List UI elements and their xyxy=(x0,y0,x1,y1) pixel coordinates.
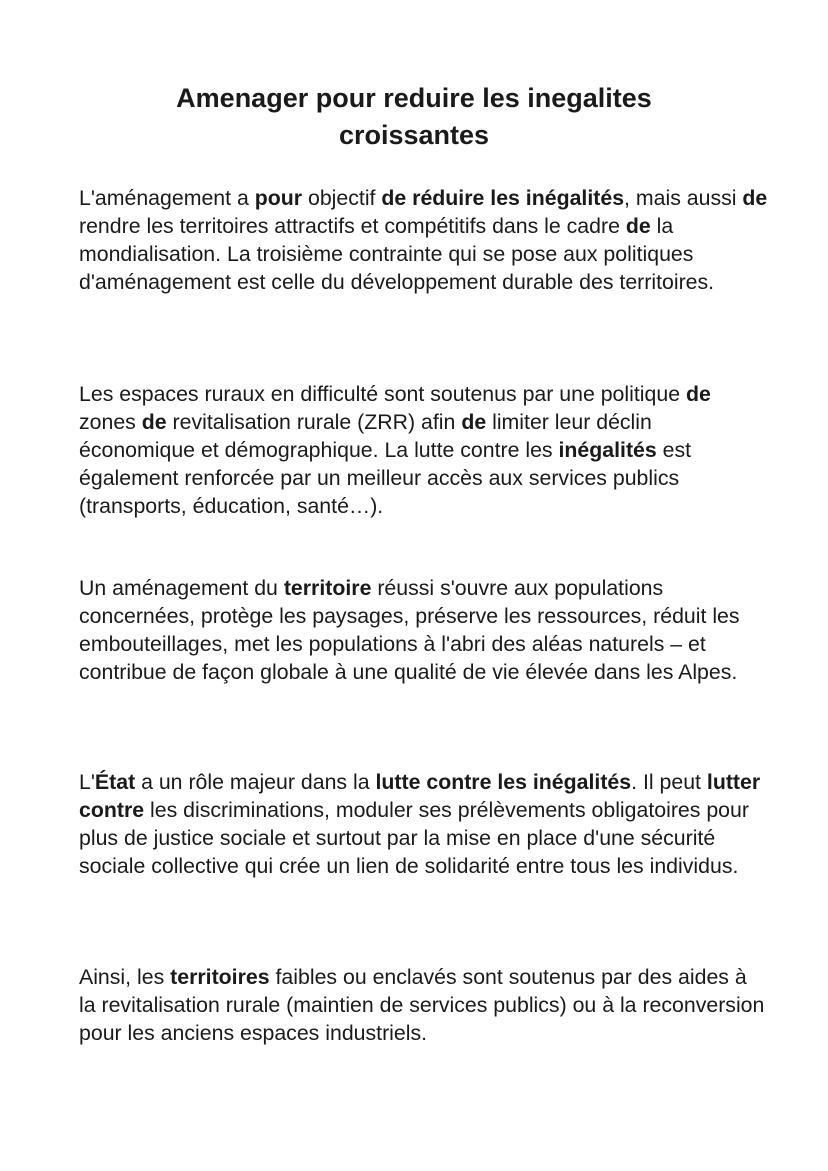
bold-text: de xyxy=(461,410,487,434)
text-run: réussi s'ouvre aux populations concernées, protège les paysages, préserve les ressources, réduit les embouteillages, met les populations à l'abri des aléas naturels – et contribue de façon globale à une qualité de vie élevée dans les Alpes. xyxy=(79,576,740,684)
paragraph-4 xyxy=(79,768,769,880)
bold-text: État xyxy=(94,770,136,794)
text-run: . Il peut xyxy=(631,770,707,794)
bold-text: lutte contre les inégalités xyxy=(375,770,632,794)
text-run: , mais aussi xyxy=(624,186,743,210)
bold-text: inégalités xyxy=(558,438,657,462)
text-run: Les espaces ruraux en difficulté sont soutenus par une politique xyxy=(79,382,686,406)
text-run: revitalisation rurale (ZRR) afin xyxy=(166,410,462,434)
text-run: a un rôle majeur dans la xyxy=(135,770,376,794)
bold-text: territoire xyxy=(283,576,372,600)
text-run: objectif xyxy=(302,186,382,210)
text-run: la mondialisation. La troisième contrainte qui se pose aux politiques d'aménagement est celle du développement durable des territoires. xyxy=(79,214,715,294)
bold-text: pour xyxy=(254,186,303,210)
text-run: les discriminations, moduler ses prélèvements obligatoires pour plus de justice sociale et surtout par la mise en place d'une sécurité sociale collective qui crée un lien de solidarité entre tous les individus. xyxy=(79,798,749,878)
text-run: L'aménagement a xyxy=(79,186,255,210)
paragraph-1 xyxy=(79,184,769,296)
bold-text: territoires xyxy=(170,965,270,989)
bold-text: de xyxy=(685,382,711,406)
bold-text: de xyxy=(141,410,167,434)
page-title: Amenager pour reduire les inegalites croissantes xyxy=(176,83,652,150)
bold-text: lutter contre xyxy=(79,770,761,822)
text-run: L' xyxy=(79,770,95,794)
bold-text: de xyxy=(625,214,651,238)
paragraph-3 xyxy=(79,574,769,686)
text-run: Un aménagement du xyxy=(79,576,284,600)
text-run: zones xyxy=(79,410,142,434)
text-run: est également renforcée par un meilleur accès aux services publics (transports, éducation, santé…). xyxy=(79,438,692,518)
bold-text: de réduire les inégalités xyxy=(381,186,625,210)
text-run: Ainsi, les xyxy=(79,965,171,989)
text-run: faibles ou enclavés sont soutenus par des aides à la revitalisation rurale (maintien de services publics) ou à la reconversion pour les anciens espaces industriels. xyxy=(79,965,765,1045)
paragraph-5 xyxy=(79,963,769,1047)
paragraph-2 xyxy=(79,380,769,520)
text-run: limiter leur déclin économique et démographique. La lutte contre les xyxy=(79,410,652,462)
text-run: rendre les territoires attractifs et compétitifs dans le cadre xyxy=(79,214,626,238)
bold-text: de xyxy=(742,186,768,210)
